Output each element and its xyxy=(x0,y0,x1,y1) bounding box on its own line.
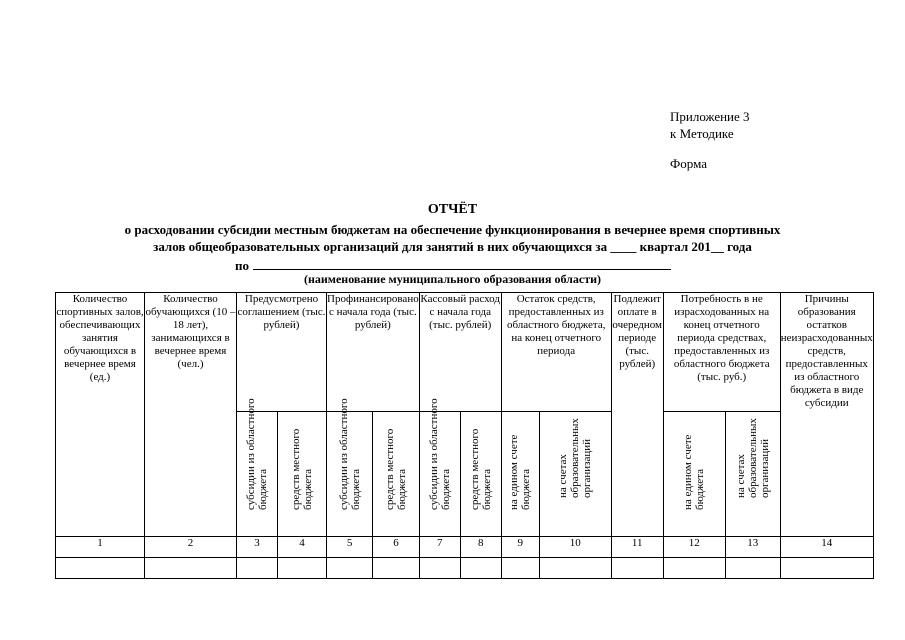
column-number: 5 xyxy=(327,537,373,558)
subheader-3: субсидии из областного бюджета xyxy=(237,412,278,537)
municipality-blank[interactable] xyxy=(253,257,671,270)
data-cell[interactable] xyxy=(237,558,278,579)
report-heading: ОТЧЁТ xyxy=(427,202,478,217)
column-number: 1 xyxy=(56,537,145,558)
data-cell[interactable] xyxy=(780,558,873,579)
report-title-line-2: залов общеобразовательных организаций для занятий в них обучающихся за ____ квартал 201__ года xyxy=(153,239,752,254)
subheader-5: субсидии из областного бюджета xyxy=(327,412,373,537)
data-cell[interactable] xyxy=(663,558,725,579)
header-cash-expense: Кассовый расход с начала года (тыс. рублей) xyxy=(419,293,501,412)
column-number: 6 xyxy=(373,537,419,558)
column-number: 2 xyxy=(145,537,237,558)
report-title-line-1: о расходовании субсидии местным бюджетам на обеспечение функционирования в вечернее время спортивных xyxy=(124,222,781,237)
subheader-8: средств местного бюджета xyxy=(460,412,501,537)
data-cell[interactable] xyxy=(373,558,419,579)
column-number: 13 xyxy=(725,537,780,558)
data-cell[interactable] xyxy=(419,558,460,579)
municipality-caption: (наименование муниципального образования области) xyxy=(303,272,602,286)
data-cell[interactable] xyxy=(611,558,663,579)
column-number: 3 xyxy=(237,537,278,558)
subheader-4: средств местного бюджета xyxy=(278,412,327,537)
header-reasons: Причины образования остатков неизрасходованных средств, предоставленных из областного бюджета в виде субсидии xyxy=(780,293,873,537)
report-table xyxy=(55,292,874,579)
form-label: Форма xyxy=(670,156,707,171)
data-cell[interactable] xyxy=(145,558,237,579)
subheader-13: на счетах образовательных организаций xyxy=(725,412,780,537)
column-number: 10 xyxy=(539,537,611,558)
column-number: 4 xyxy=(278,537,327,558)
appendix-number: Приложение 3 xyxy=(670,109,750,124)
header-planned: Предусмотрено соглашением (тыс. рублей) xyxy=(237,293,327,412)
data-cell[interactable] xyxy=(56,558,145,579)
appendix-reference: к Методике xyxy=(670,126,734,141)
header-payable: Подлежит оплате в очередном периоде (тыс. рублей) xyxy=(611,293,663,537)
data-cell[interactable] xyxy=(460,558,501,579)
header-balance: Остаток средств, предоставленных из областного бюджета, на конец отчетного периода xyxy=(501,293,611,412)
data-cell[interactable] xyxy=(539,558,611,579)
data-cell[interactable] xyxy=(725,558,780,579)
subheader-10: на счетах образовательных организаций xyxy=(539,412,611,537)
header-halls-count: Количество спортивных залов, обеспечивающих занятия обучающихся в вечернее время (ед.) xyxy=(56,293,145,537)
column-numbers-row xyxy=(56,537,874,558)
column-number: 7 xyxy=(419,537,460,558)
data-cell[interactable] xyxy=(327,558,373,579)
header-students-count: Количество обучающихся (10 – 18 лет), занимающихся в вечернее время (чел.) xyxy=(145,293,237,537)
column-number: 12 xyxy=(663,537,725,558)
subheader-6: средств местного бюджета xyxy=(373,412,419,537)
po-label: по xyxy=(235,258,249,273)
data-cell[interactable] xyxy=(501,558,539,579)
subheader-12: на едином счете бюджета xyxy=(663,412,725,537)
subheader-7: субсидии из областного бюджета xyxy=(419,412,460,537)
data-entry-row xyxy=(56,558,874,579)
column-number: 14 xyxy=(780,537,873,558)
header-financed: Профинансировано с начала года (тыс. рублей) xyxy=(327,293,420,412)
column-number: 11 xyxy=(611,537,663,558)
subheader-9: на едином счете бюджета xyxy=(501,412,539,537)
header-need: Потребность в не израсходованных на конец отчетного периода средствах, предоставленных из областного бюджета (тыс. руб.) xyxy=(663,293,780,412)
data-cell[interactable] xyxy=(278,558,327,579)
column-number: 9 xyxy=(501,537,539,558)
appendix-label xyxy=(670,108,750,142)
column-number: 8 xyxy=(460,537,501,558)
